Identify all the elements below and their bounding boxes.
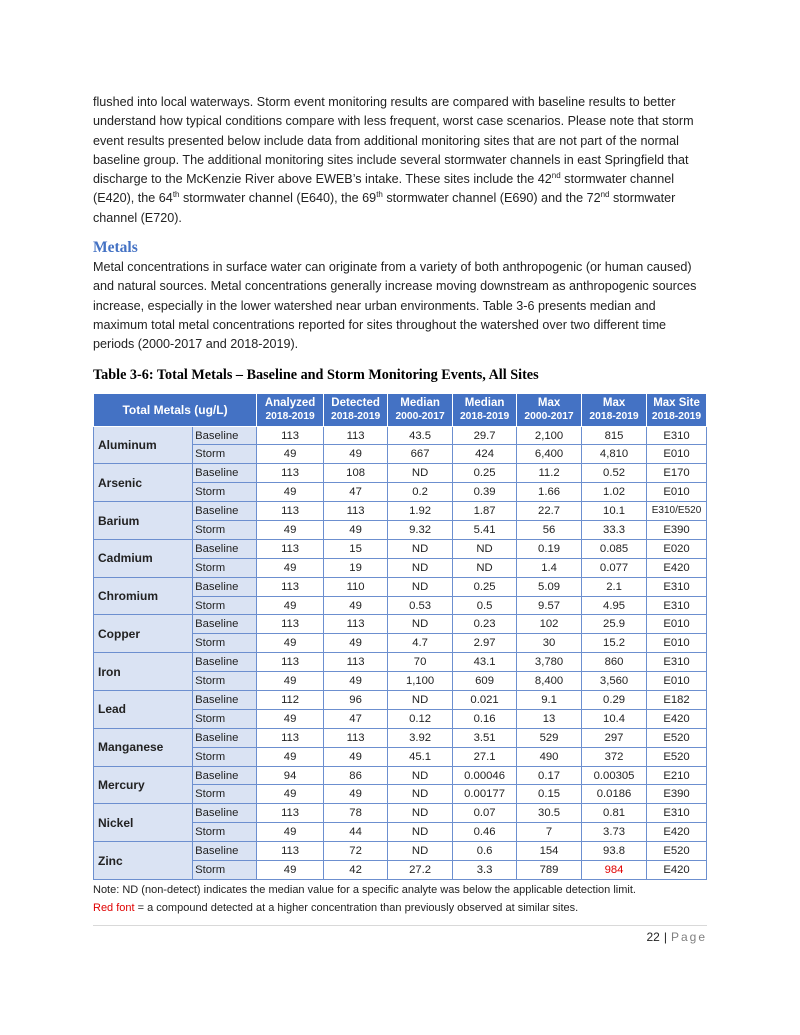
condition-label: Baseline	[193, 577, 257, 596]
table-cell: 0.00305	[582, 766, 647, 785]
table-cell: 984	[582, 861, 647, 880]
table-cell: 45.1	[388, 747, 453, 766]
table-cell: E010	[647, 672, 707, 691]
table-row	[94, 842, 707, 861]
metal-name: Cadmium	[94, 539, 193, 577]
table-cell: E310	[647, 577, 707, 596]
table-cell: 47	[324, 709, 388, 728]
table-cell: ND	[388, 464, 453, 483]
table-cell: 0.46	[453, 823, 517, 842]
table-cell: 70	[388, 653, 453, 672]
table-cell: 113	[257, 615, 324, 634]
table-cell: 372	[582, 747, 647, 766]
table-cell: 93.8	[582, 842, 647, 861]
header-col-4: Median 2018-2019	[453, 393, 517, 426]
table-cell: 1.87	[453, 502, 517, 521]
table-cell: 8,400	[517, 672, 582, 691]
table-cell: 0.25	[453, 464, 517, 483]
table-cell: ND	[388, 823, 453, 842]
table-note: Note: ND (non-detect) indicates the median value for a specific analyte was below the applicable detection limit.	[93, 883, 636, 896]
table-cell: 49	[324, 634, 388, 653]
table-cell: 0.2	[388, 483, 453, 502]
table-cell: 49	[257, 483, 324, 502]
table-cell: E310	[647, 804, 707, 823]
table-row	[94, 728, 707, 747]
table-cell: 6,400	[517, 445, 582, 464]
table-cell: ND	[388, 842, 453, 861]
table-row	[94, 539, 707, 558]
table-row	[94, 502, 707, 521]
table-cell: 29.7	[453, 426, 517, 445]
table-cell: ND	[388, 558, 453, 577]
table-cell: 49	[324, 672, 388, 691]
metal-name: Copper	[94, 615, 193, 653]
table-cell: 609	[453, 672, 517, 691]
table-cell: 15.2	[582, 634, 647, 653]
table-cell: 27.2	[388, 861, 453, 880]
table-cell: E520	[647, 842, 707, 861]
condition-label: Storm	[193, 634, 257, 653]
table-cell: 11.2	[517, 464, 582, 483]
metal-name: Nickel	[94, 804, 193, 842]
metal-name: Zinc	[94, 842, 193, 880]
table-cell: 0.15	[517, 785, 582, 804]
table-cell: 0.17	[517, 766, 582, 785]
table-cell: 4,810	[582, 445, 647, 464]
page-footer	[646, 930, 707, 944]
table-cell: 56	[517, 521, 582, 540]
table-cell: 113	[324, 615, 388, 634]
table-cell: 86	[324, 766, 388, 785]
table-cell: 789	[517, 861, 582, 880]
table-cell: 0.53	[388, 596, 453, 615]
table-cell: E210	[647, 766, 707, 785]
table-cell: 108	[324, 464, 388, 483]
table-cell: 49	[324, 445, 388, 464]
table-cell: 0.29	[582, 691, 647, 710]
page-number: 22	[646, 930, 660, 944]
table-cell: 2.97	[453, 634, 517, 653]
table-cell: 49	[257, 634, 324, 653]
table-cell: 30	[517, 634, 582, 653]
table-cell: 3,780	[517, 653, 582, 672]
condition-label: Storm	[193, 709, 257, 728]
table-cell: 96	[324, 691, 388, 710]
table-cell: 102	[517, 615, 582, 634]
table-cell: 0.077	[582, 558, 647, 577]
table-cell: 0.39	[453, 483, 517, 502]
table-cell: 0.00177	[453, 785, 517, 804]
table-cell: 30.5	[517, 804, 582, 823]
table-cell: E520	[647, 747, 707, 766]
table-cell: 0.81	[582, 804, 647, 823]
condition-label: Storm	[193, 785, 257, 804]
table-cell: 47	[324, 483, 388, 502]
table-cell: E420	[647, 709, 707, 728]
table-cell: 49	[257, 672, 324, 691]
table-cell: ND	[388, 785, 453, 804]
metal-name: Manganese	[94, 728, 193, 766]
table-cell: 113	[324, 426, 388, 445]
table-cell: 13	[517, 709, 582, 728]
table-cell: 1.02	[582, 483, 647, 502]
table-cell: 113	[257, 728, 324, 747]
table-cell: 0.52	[582, 464, 647, 483]
condition-label: Baseline	[193, 728, 257, 747]
condition-label: Baseline	[193, 539, 257, 558]
table-cell: 9.32	[388, 521, 453, 540]
table-cell: E310/E520	[647, 502, 707, 521]
table-cell: 49	[257, 785, 324, 804]
table-cell: 49	[324, 785, 388, 804]
table-cell: 3,560	[582, 672, 647, 691]
condition-label: Storm	[193, 747, 257, 766]
table-cell: 94	[257, 766, 324, 785]
table-cell: E310	[647, 426, 707, 445]
table-cell: E010	[647, 615, 707, 634]
table-row	[94, 464, 707, 483]
table-cell: 43.5	[388, 426, 453, 445]
table-cell: E010	[647, 445, 707, 464]
table-cell: E310	[647, 653, 707, 672]
table-cell: 5.41	[453, 521, 517, 540]
table-cell: 0.5	[453, 596, 517, 615]
table-cell: 1,100	[388, 672, 453, 691]
table-cell: 113	[257, 502, 324, 521]
condition-label: Baseline	[193, 653, 257, 672]
footer-divider	[93, 925, 707, 926]
table-cell: 42	[324, 861, 388, 880]
table-cell: 112	[257, 691, 324, 710]
table-cell: 9.57	[517, 596, 582, 615]
table-cell: 113	[324, 502, 388, 521]
table-cell: 49	[257, 747, 324, 766]
condition-label: Baseline	[193, 804, 257, 823]
table-cell: 0.6	[453, 842, 517, 861]
header-col-3: Median 2000-2017	[388, 393, 453, 426]
metal-name: Aluminum	[94, 426, 193, 464]
table-cell: 4.7	[388, 634, 453, 653]
footer-separator: |	[663, 930, 667, 944]
table-cell: 7	[517, 823, 582, 842]
metal-name: Arsenic	[94, 464, 193, 502]
table-row	[94, 766, 707, 785]
table-cell: 3.51	[453, 728, 517, 747]
condition-label: Baseline	[193, 766, 257, 785]
table-cell: E420	[647, 823, 707, 842]
condition-label: Storm	[193, 483, 257, 502]
condition-label: Storm	[193, 558, 257, 577]
table-cell: 113	[257, 804, 324, 823]
condition-label: Storm	[193, 596, 257, 615]
table-cell: 25.9	[582, 615, 647, 634]
page-label: Page	[670, 930, 707, 944]
table-cell: 49	[257, 521, 324, 540]
condition-label: Baseline	[193, 691, 257, 710]
condition-label: Baseline	[193, 464, 257, 483]
table-cell: 2.1	[582, 577, 647, 596]
table-cell: 0.25	[453, 577, 517, 596]
table-cell: 49	[324, 596, 388, 615]
table-row	[94, 804, 707, 823]
table-cell: 0.0186	[582, 785, 647, 804]
table-cell: 0.07	[453, 804, 517, 823]
header-col-6: Max 2018-2019	[582, 393, 647, 426]
table-cell: ND	[388, 766, 453, 785]
table-cell: 49	[324, 747, 388, 766]
table-cell: 43.1	[453, 653, 517, 672]
table-cell: 113	[257, 539, 324, 558]
table-cell: 49	[257, 823, 324, 842]
table-cell: 113	[324, 653, 388, 672]
header-col-2: Detected 2018-2019	[324, 393, 388, 426]
table-cell: ND	[453, 558, 517, 577]
table-caption: Table 3-6: Total Metals – Baseline and Storm Monitoring Events, All Sites	[93, 366, 539, 383]
table-cell: 113	[257, 464, 324, 483]
header-col-5: Max 2000-2017	[517, 393, 582, 426]
table-cell: E390	[647, 521, 707, 540]
table-cell: E420	[647, 558, 707, 577]
metal-name: Chromium	[94, 577, 193, 615]
table-cell: 860	[582, 653, 647, 672]
table-cell: 49	[257, 558, 324, 577]
table-cell: E390	[647, 785, 707, 804]
table-cell: 44	[324, 823, 388, 842]
metal-name: Mercury	[94, 766, 193, 804]
table-cell: 154	[517, 842, 582, 861]
table-cell: E182	[647, 691, 707, 710]
table-cell: 1.66	[517, 483, 582, 502]
table-cell: 78	[324, 804, 388, 823]
table-body	[94, 426, 707, 879]
metals-paragraph: Metal concentrations in surface water can originate from a variety of both anthropogenic (or human caused) and natural sources. Metal concentrations generally increase moving downstream as anthropogenic sources increase, especially in the lower watershed near urban environments. Table 3-6 presents median and maximum total metal concentrations reported for sites throughout the watershed over two different time periods (2000-2017 and 2018-2019).	[93, 260, 697, 352]
table-cell: 113	[257, 653, 324, 672]
metal-name: Iron	[94, 653, 193, 691]
table-cell: ND	[388, 804, 453, 823]
table-cell: 113	[257, 842, 324, 861]
table-cell: 113	[257, 426, 324, 445]
table-cell: 529	[517, 728, 582, 747]
metal-name: Barium	[94, 502, 193, 540]
table-cell: 22.7	[517, 502, 582, 521]
red-font-label: Red font	[93, 901, 135, 914]
table-cell: 33.3	[582, 521, 647, 540]
table-cell: 490	[517, 747, 582, 766]
table-row	[94, 577, 707, 596]
table-cell: 5.09	[517, 577, 582, 596]
table-row	[94, 691, 707, 710]
table-cell: E020	[647, 539, 707, 558]
table-cell: E420	[647, 861, 707, 880]
table-cell: 49	[257, 445, 324, 464]
table-cell: 113	[324, 728, 388, 747]
table-cell: 2,100	[517, 426, 582, 445]
condition-label: Storm	[193, 861, 257, 880]
page-content	[93, 93, 708, 917]
table-cell: 815	[582, 426, 647, 445]
condition-label: Baseline	[193, 426, 257, 445]
table-cell: 0.12	[388, 709, 453, 728]
condition-label: Baseline	[193, 502, 257, 521]
table-cell: 110	[324, 577, 388, 596]
metal-name: Lead	[94, 691, 193, 729]
table-cell: 113	[257, 577, 324, 596]
table-cell: ND	[388, 539, 453, 558]
table-cell: 27.1	[453, 747, 517, 766]
header-total-metals: Total Metals (ug/L)	[94, 393, 257, 426]
table-cell: 49	[257, 861, 324, 880]
table-cell: 1.4	[517, 558, 582, 577]
table-cell: 0.19	[517, 539, 582, 558]
header-row	[94, 393, 707, 426]
table-cell: 49	[324, 521, 388, 540]
table-cell: E310	[647, 596, 707, 615]
section-heading-metals: Metals	[93, 239, 138, 257]
condition-label: Baseline	[193, 615, 257, 634]
table-header	[94, 393, 707, 426]
table-cell: 49	[257, 709, 324, 728]
table-cell: 424	[453, 445, 517, 464]
condition-label: Baseline	[193, 842, 257, 861]
total-metals-table	[93, 393, 707, 880]
table-cell: ND	[388, 577, 453, 596]
table-cell: 19	[324, 558, 388, 577]
table-cell: 667	[388, 445, 453, 464]
table-cell: 0.021	[453, 691, 517, 710]
table-cell: 1.92	[388, 502, 453, 521]
table-legend	[93, 899, 708, 917]
table-cell: 0.00046	[453, 766, 517, 785]
table-cell: 3.3	[453, 861, 517, 880]
table-row	[94, 615, 707, 634]
table-row	[94, 653, 707, 672]
table-cell: E520	[647, 728, 707, 747]
condition-label: Storm	[193, 823, 257, 842]
table-cell: 3.92	[388, 728, 453, 747]
table-cell: 0.16	[453, 709, 517, 728]
table-cell: 4.95	[582, 596, 647, 615]
table-cell: E170	[647, 464, 707, 483]
condition-label: Storm	[193, 445, 257, 464]
table-cell: 15	[324, 539, 388, 558]
intro-paragraph: flushed into local waterways. Storm event monitoring results are compared with baseline results to better understand how typical conditions compare with less frequent, worst case scenarios. Please note that storm event results presented below include data from additional monitoring sites that are not part of the normal baseline group. The additional monitoring sites include several stormwater channels in east Springfield that discharge to the McKenzie River above EWEB’s intake. These sites include the 42nd stormwater channel (E420), the 64th stormwater channel (E640), the 69th stormwater channel (E690) and the 72nd stormwater channel (E720).	[93, 95, 694, 225]
table-cell: 9.1	[517, 691, 582, 710]
header-col-7: Max Site 2018-2019	[647, 393, 707, 426]
condition-label: Storm	[193, 521, 257, 540]
table-cell: 10.4	[582, 709, 647, 728]
table-cell: ND	[388, 615, 453, 634]
table-cell: 3.73	[582, 823, 647, 842]
table-cell: ND	[388, 691, 453, 710]
header-col-1: Analyzed 2018-2019	[257, 393, 324, 426]
condition-label: Storm	[193, 672, 257, 691]
table-cell: E010	[647, 634, 707, 653]
table-cell: 49	[257, 596, 324, 615]
table-cell: 10.1	[582, 502, 647, 521]
table-cell: 0.085	[582, 539, 647, 558]
table-row	[94, 426, 707, 445]
table-cell: 0.23	[453, 615, 517, 634]
table-cell: 297	[582, 728, 647, 747]
table-cell: 72	[324, 842, 388, 861]
legend-text: = a compound detected at a higher concentration than previously observed at similar sites.	[134, 901, 579, 914]
table-cell: E010	[647, 483, 707, 502]
table-cell: ND	[453, 539, 517, 558]
